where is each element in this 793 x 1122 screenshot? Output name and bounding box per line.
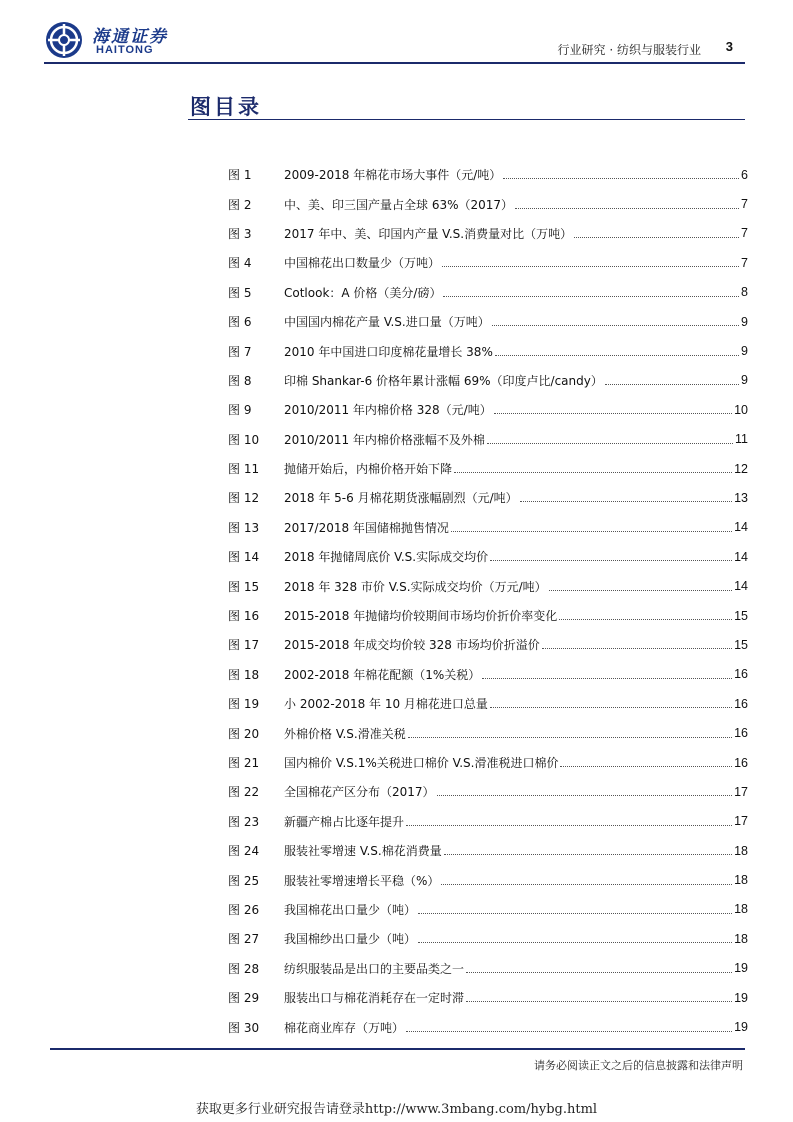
toc-entry[interactable]	[228, 307, 748, 336]
figure-number: 图 10	[228, 432, 260, 447]
figure-page-number: 17	[734, 814, 748, 829]
figure-number: 图 18	[228, 667, 260, 682]
figure-title: 2010/2011 年内棉价格涨幅不及外棉	[284, 432, 485, 447]
figure-number: 图 7	[228, 344, 252, 359]
figure-title: 抛储开始后，内棉价格开始下降	[284, 462, 453, 477]
figure-page-number: 16	[734, 696, 748, 711]
dot-leader	[549, 590, 732, 591]
figure-number: 图 5	[228, 285, 252, 300]
toc-entry[interactable]	[228, 807, 748, 836]
figure-page-number: 8	[741, 285, 748, 300]
figure-title: 全国棉花产区分布（2017）	[284, 785, 435, 800]
figure-title: 新疆产棉占比逐年提升	[284, 814, 405, 829]
figure-title: 2010/2011 年内棉价格 328（元/吨）	[284, 403, 492, 418]
dot-leader	[490, 707, 732, 708]
logo-chinese-name: 海通证券	[92, 27, 168, 47]
figure-page-number: 19	[734, 1020, 748, 1035]
dot-leader	[406, 825, 732, 826]
figure-number: 图 21	[228, 756, 260, 770]
figure-page-number: 9	[741, 344, 748, 359]
figure-number: 图 13	[228, 520, 260, 535]
dot-leader	[408, 737, 732, 738]
figure-number: 图 9	[228, 403, 252, 418]
dot-leader	[515, 208, 739, 209]
toc-entry[interactable]	[228, 836, 748, 865]
figure-title: 2015-2018 年成交均价较 328 市场均价折溢价	[284, 638, 540, 653]
figure-page-number: 9	[741, 373, 748, 388]
figure-number: 图 16	[228, 609, 260, 624]
figure-page-number: 17	[734, 784, 748, 799]
figure-title: 服装社零增速增长平稳（%）	[284, 873, 440, 888]
download-link[interactable]: 获取更多行业研究报告请登录http://www.3mbang.com/hybg.html	[195, 1102, 598, 1117]
toc-entry[interactable]	[228, 630, 748, 659]
toc-entry[interactable]	[228, 454, 748, 483]
figure-number: 图 6	[228, 315, 252, 330]
dot-leader	[560, 766, 732, 767]
toc-entry[interactable]	[228, 395, 748, 424]
toc-entry[interactable]	[228, 336, 748, 365]
dot-leader	[492, 325, 739, 326]
dot-leader	[437, 795, 733, 796]
toc-entry[interactable]	[228, 483, 748, 512]
toc-entry[interactable]	[228, 895, 748, 924]
footer-divider	[50, 1048, 745, 1050]
figure-title: 外棉价格 V.S.滑准关税	[284, 726, 406, 741]
figure-number: 图 29	[228, 991, 260, 1006]
toc-entry[interactable]	[228, 924, 748, 953]
dot-leader	[482, 678, 732, 679]
figure-page-number: 18	[734, 902, 748, 917]
figure-title: 2018 年 328 市价 V.S.实际成交均价（万元/吨）	[284, 579, 547, 594]
figure-title: 2015-2018 年抛储均价较期间市场均价折价率变化	[284, 609, 558, 624]
figure-title: 中国棉花出口数量少（万吨）	[284, 256, 441, 271]
figure-title: 2009-2018 年棉花市场大事件（元/吨）	[284, 168, 502, 183]
dot-leader	[441, 884, 732, 885]
figure-page-number: 16	[734, 755, 748, 770]
dot-leader	[495, 355, 739, 356]
toc-entry[interactable]	[228, 542, 748, 571]
figure-number: 图 25	[228, 873, 260, 888]
figure-number: 图 12	[228, 491, 260, 506]
dot-leader	[574, 237, 739, 238]
figure-title: 中、美、印三国产量占全球 63%（2017）	[284, 197, 514, 212]
toc-entry[interactable]	[228, 718, 748, 747]
figure-page-number: 13	[734, 490, 748, 505]
dot-leader	[494, 413, 732, 414]
figure-title: 2017 年中、美、印国内产量 V.S.消费量对比（万吨）	[284, 226, 573, 241]
figure-number: 图 4	[228, 256, 252, 271]
dot-leader	[466, 972, 732, 973]
figure-page-number: 18	[734, 843, 748, 858]
dot-leader	[466, 1001, 732, 1002]
dot-leader	[418, 942, 732, 943]
logo-english-name: HAITONG	[96, 44, 154, 56]
dot-leader	[454, 472, 732, 473]
figure-title: 棉花商业库存（万吨）	[284, 1020, 405, 1035]
dot-leader	[605, 384, 739, 385]
figure-page-number: 16	[734, 667, 748, 682]
figure-title: 服装出口与棉花消耗存在一定时滞	[284, 991, 465, 1006]
figure-number: 图 17	[228, 638, 260, 653]
haitong-logo-icon	[44, 20, 84, 60]
footer-disclaimer: 请务必阅读正文之后的信息披露和法律声明	[534, 1059, 743, 1072]
toc-entry[interactable]	[228, 571, 748, 600]
toc-entry[interactable]	[228, 983, 748, 1012]
figure-page-number: 12	[734, 461, 748, 476]
figure-number: 图 15	[228, 579, 260, 594]
figure-page-number: 10	[734, 402, 748, 417]
figure-number: 图 11	[228, 462, 260, 477]
figure-page-number: 6	[741, 167, 748, 182]
dot-leader	[487, 443, 733, 444]
toc-entry[interactable]	[228, 248, 748, 277]
dot-leader	[542, 648, 732, 649]
figure-number: 图 3	[228, 226, 252, 241]
page-title: 图目录	[190, 95, 262, 119]
toc-entry[interactable]	[228, 1012, 748, 1041]
figure-page-number: 19	[734, 961, 748, 976]
figure-page-number: 15	[734, 637, 748, 652]
dot-leader	[451, 531, 732, 532]
figure-title: 我国棉纱出口量少（吨）	[284, 932, 417, 947]
figure-page-number: 7	[741, 255, 748, 270]
figure-title: 印棉 Shankar-6 价格年累计涨幅 69%（印度卢比/candy）	[284, 373, 603, 388]
figure-number: 图 23	[228, 814, 260, 829]
figure-title: 纺织服装品是出口的主要品类之一	[284, 961, 465, 976]
toc-entry[interactable]	[228, 366, 748, 395]
figure-number: 图 24	[228, 844, 260, 859]
figure-number: 图 22	[228, 785, 260, 800]
figure-number: 图 1	[228, 168, 252, 183]
figure-title: 小 2002-2018 年 10 月棉花进口总量	[284, 697, 488, 712]
figure-title: 2010 年中国进口印度棉花量增长 38%	[284, 344, 493, 359]
figure-title: 我国棉花出口量少（吨）	[284, 902, 417, 917]
toc-entry[interactable]	[228, 954, 748, 983]
toc-entry[interactable]	[228, 689, 748, 718]
toc-entry[interactable]	[228, 189, 748, 218]
figure-title: 2018 年抛储周底价 V.S.实际成交均价	[284, 550, 489, 565]
figure-title: 服装社零增速 V.S.棉花消费量	[284, 844, 442, 859]
figure-number: 图 26	[228, 902, 260, 917]
figure-title: 中国国内棉花产量 V.S.进口量（万吨）	[284, 315, 490, 330]
figure-page-number: 11	[735, 432, 748, 447]
figure-title: 2017/2018 年国储棉抛售情况	[284, 520, 449, 535]
header-section-label: 行业研究 · 纺织与服装行业	[557, 43, 701, 57]
figure-title: 国内棉价 V.S.1%关税进口棉价 V.S.滑准税进口棉价	[284, 756, 559, 770]
figure-page-number: 16	[734, 726, 748, 741]
company-logo	[44, 20, 194, 62]
figure-page-number: 18	[734, 931, 748, 946]
dot-leader	[406, 1031, 732, 1032]
toc-entry[interactable]	[228, 160, 748, 189]
title-divider	[188, 119, 745, 120]
dot-leader	[444, 854, 732, 855]
figure-page-number: 14	[734, 579, 748, 594]
figure-title: 2018 年 5-6 月棉花期货涨幅剧烈（元/吨）	[284, 491, 518, 506]
figure-page-number: 7	[741, 226, 748, 241]
figure-page-number: 18	[734, 873, 748, 888]
figure-list	[228, 160, 748, 1042]
figure-page-number: 7	[741, 197, 748, 212]
toc-entry[interactable]	[228, 219, 748, 248]
toc-entry[interactable]	[228, 601, 748, 630]
toc-entry[interactable]	[228, 660, 748, 689]
dot-leader	[520, 501, 732, 502]
figure-number: 图 19	[228, 697, 260, 712]
toc-entry[interactable]	[228, 513, 748, 542]
toc-entry[interactable]	[228, 865, 748, 894]
toc-entry[interactable]	[228, 748, 748, 777]
dot-leader	[559, 619, 732, 620]
toc-entry[interactable]	[228, 425, 748, 454]
dot-leader	[503, 178, 739, 179]
figure-page-number: 14	[734, 549, 748, 564]
figure-page-number: 19	[734, 990, 748, 1005]
figure-number: 图 2	[228, 197, 252, 212]
figure-page-number: 15	[734, 608, 748, 623]
figure-number: 图 14	[228, 550, 260, 565]
figure-number: 图 20	[228, 726, 260, 741]
page-number: 3	[725, 39, 733, 54]
figure-number: 图 28	[228, 961, 260, 976]
dot-leader	[490, 560, 732, 561]
dot-leader	[443, 296, 739, 297]
figure-title: 2002-2018 年棉花配额（1%关税）	[284, 667, 481, 682]
header-divider	[44, 62, 745, 64]
figure-page-number: 14	[734, 520, 748, 535]
figure-number: 图 27	[228, 932, 260, 947]
toc-entry[interactable]	[228, 278, 748, 307]
figure-number: 图 8	[228, 373, 252, 388]
figure-number: 图 30	[228, 1020, 260, 1035]
figure-title: Cotlook：A 价格（美分/磅）	[284, 285, 442, 300]
dot-leader	[418, 913, 732, 914]
figure-page-number: 9	[741, 314, 748, 329]
toc-entry[interactable]	[228, 777, 748, 806]
dot-leader	[442, 266, 739, 267]
